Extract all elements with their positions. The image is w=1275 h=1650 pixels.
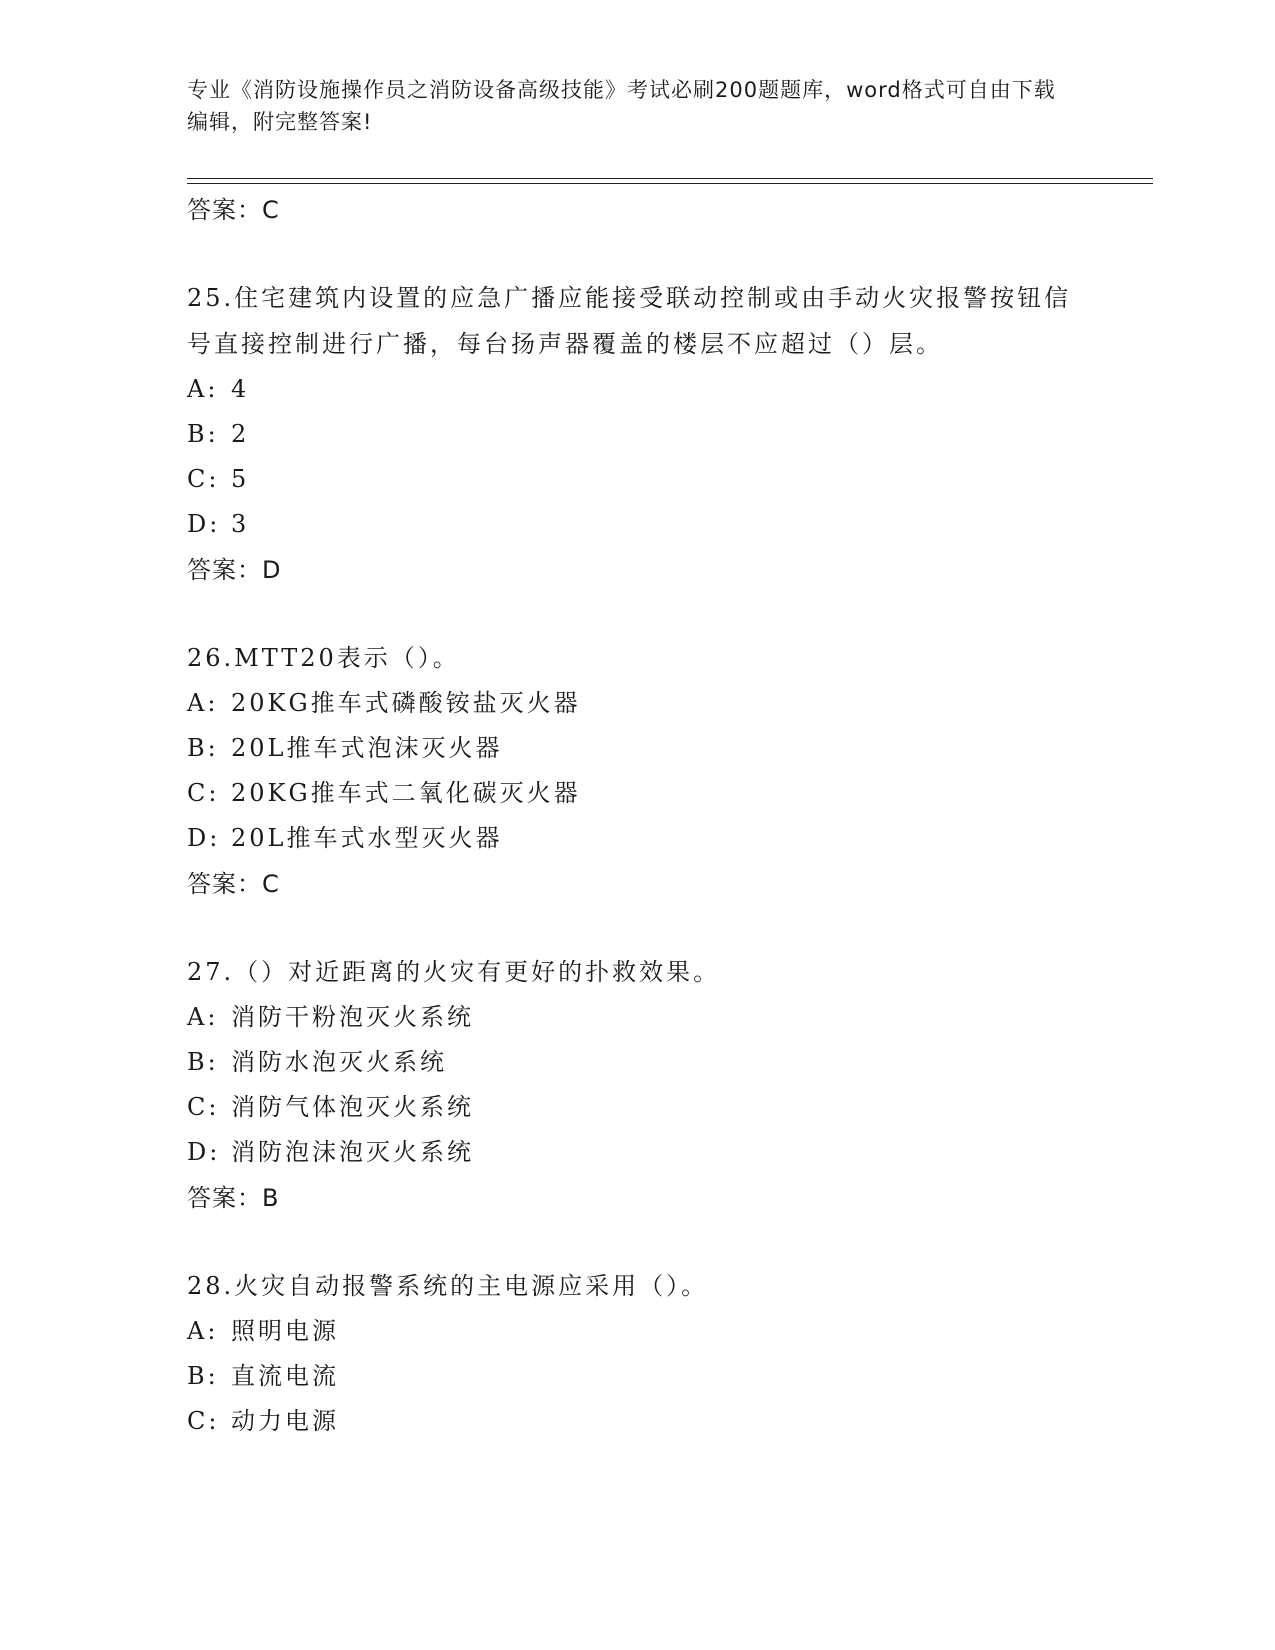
option-text: 消防干粉泡灭火系统	[231, 1003, 474, 1031]
option-d	[187, 816, 1087, 861]
option-letter: C:	[187, 779, 220, 807]
option-a	[187, 995, 1087, 1040]
option-letter: A:	[187, 375, 219, 403]
option-letter: D:	[187, 510, 221, 538]
option-letter: D:	[187, 1138, 221, 1166]
option-b	[187, 412, 1087, 457]
option-text: 动力电源	[231, 1407, 339, 1435]
option-d	[187, 502, 1087, 547]
option-text: 20L推车式水型灭火器	[231, 824, 503, 852]
question-text: 28.火灾自动报警系统的主电源应采用（）。	[187, 1272, 709, 1300]
option-text: 5	[231, 465, 250, 493]
option-letter: A:	[187, 1003, 219, 1031]
option-letter: A:	[187, 1317, 219, 1345]
option-b	[187, 1354, 1087, 1399]
option-text: 直流电流	[231, 1362, 339, 1390]
option-c	[187, 771, 1087, 816]
question-text: 26.MTT20表示（）。	[187, 644, 460, 672]
header-divider-top	[187, 178, 1153, 179]
option-a	[187, 681, 1087, 726]
option-letter: D:	[187, 824, 221, 852]
answer-line: 答案：D	[187, 556, 282, 584]
option-letter: B:	[187, 1362, 219, 1390]
option-text: 20KG推车式二氧化碳灭火器	[231, 779, 581, 807]
option-c	[187, 457, 1087, 502]
option-letter: A:	[187, 689, 219, 717]
option-text: 20KG推车式磷酸铵盐灭火器	[231, 689, 581, 717]
option-b	[187, 726, 1087, 771]
option-text: 消防气体泡灭火系统	[231, 1093, 474, 1121]
question-list	[187, 187, 1087, 1444]
option-letter: B:	[187, 1048, 219, 1076]
option-letter: B:	[187, 420, 219, 448]
question-text: 25.住宅建筑内设置的应急广播应能接受联动控制或由手动火灾报警按钮信号直接控制进行广播，每台扬声器覆盖的楼层不应超过（）层。	[187, 284, 1072, 358]
question-block	[187, 275, 1087, 593]
option-letter: B:	[187, 734, 219, 762]
option-a	[187, 367, 1087, 412]
page-header-title: 专业《消防设施操作员之消防设备高级技能》考试必刷200题题库，word格式可自由下载编辑，附完整答案!	[187, 78, 1056, 134]
option-letter: C:	[187, 465, 220, 493]
option-text: 照明电源	[231, 1317, 339, 1345]
option-d	[187, 1130, 1087, 1175]
option-text: 3	[231, 510, 250, 538]
option-a	[187, 1309, 1087, 1354]
header-divider-bottom	[187, 183, 1153, 184]
question-text: 27.（）对近距离的火灾有更好的扑救效果。	[187, 958, 721, 986]
question-block	[187, 635, 1087, 907]
option-letter: C:	[187, 1407, 220, 1435]
option-text: 2	[231, 420, 250, 448]
question-block	[187, 949, 1087, 1221]
option-text: 4	[231, 375, 250, 403]
option-text: 20L推车式泡沫灭火器	[231, 734, 503, 762]
answer-line: 答案：C	[187, 870, 280, 898]
answer-line: 答案：B	[187, 1184, 280, 1212]
previous-answer: 答案：C	[187, 196, 280, 224]
question-block	[187, 1263, 1087, 1444]
option-text: 消防水泡灭火系统	[231, 1048, 447, 1076]
option-text: 消防泡沫泡灭火系统	[231, 1138, 474, 1166]
option-c	[187, 1399, 1087, 1444]
option-b	[187, 1040, 1087, 1085]
option-letter: C:	[187, 1093, 220, 1121]
option-c	[187, 1085, 1087, 1130]
